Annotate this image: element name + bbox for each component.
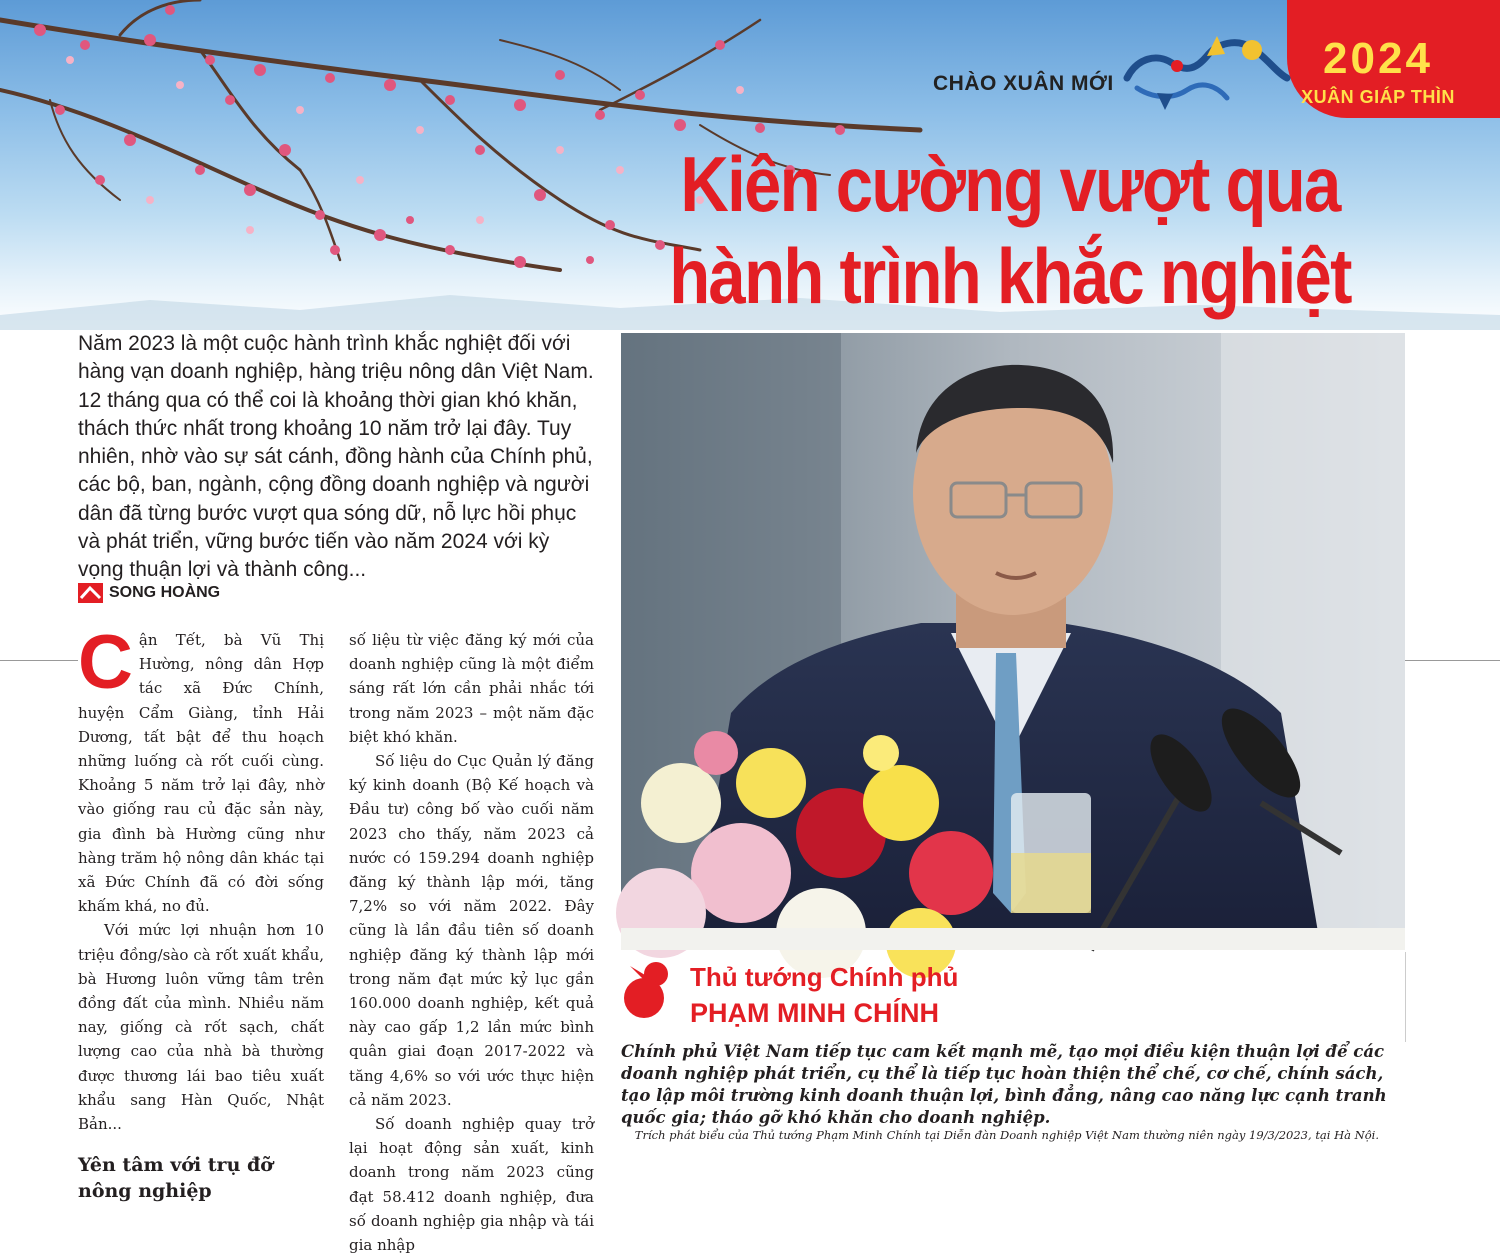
byline-logo-icon xyxy=(78,583,103,603)
fold-line xyxy=(1405,660,1500,661)
prime-minister-photo xyxy=(621,333,1405,950)
quote-text: Chính phủ Việt Nam tiếp tục cam kết mạnh mẽ, tạo mọi điều kiện thuận lợi để các doanh nghiệp phát triển, cụ thể là tiếp tục hoàn thiện thể chế, cơ chế, chính sách, tạo lập môi trường kinh doanh thuận lợi, bình đẳng, nâng cao năng lực cạnh tranh quốc gia; tháo gỡ khó khăn cho doanh nghiệp. xyxy=(621,1042,1387,1127)
fold-line xyxy=(0,660,78,661)
lead-paragraph: Năm 2023 là một cuộc hành trình khắc nghiệt đối với hàng vạn doanh nghiệp, hàng triệu nông dân Việt Nam. 12 tháng qua có thể coi là khoảng thời gian khó khăn, thách thức nhất trong khoảng 10 năm trở lại đây. Tuy nhiên, nhờ vào sự sát cánh, đồng hành của Chính phủ, các bộ, ban, ngành, cộng đồng doanh nghiệp và người dân đã từng bước vượt qua sóng dữ, nỗ lực hồi phục và phát triển, vững bước tiến vào năm 2024 với kỳ vọng thuận lợi và thành công... xyxy=(78,332,594,582)
body-paragraph: Với mức lợi nhuận hơn 10 triệu đồng/sào cà rốt xuất khẩu, bà Hương luôn vững tâm trên đồng đất của mình. Nhiều năm nay, giống cà rốt sạch, chất lượng cao của nhà bà thường được thương lái bao tiêu xuất khẩu sang Hàn Quốc, Nhật Bản... xyxy=(78,921,324,1134)
body-paragraph: Cận Tết, bà Vũ Thị Hường, nông dân Hợp tác xã Đức Chính, huyện Cẩm Giàng, tỉnh Hải Dương, tất bật để thu hoạch những luống cà rốt cuối cùng. Khoảng 5 năm trở lại đây, nhờ vào giống rau củ đặc sản này, gia đình bà Hường cũng như hàng trăm hộ nông dân khác tại xã Đức Chính đã có đời sống khấm khá, no đủ. xyxy=(78,620,324,916)
quote-speaker-title: Thủ tướng Chính phủ xyxy=(690,962,959,992)
body-paragraph: Số liệu do Cục Quản lý đăng ký kinh doanh (Bộ Kế hoạch và Đầu tư) công bố vào cuối năm 2023 cho thấy, năm 2023 cả nước có 159.294 doanh nghiệp đăng ký thành lập mới, tăng 7,2% so với năm 2022. Đây cũng là lần đầu tiên số doanh nghiệp đăng ký thành lập mới trong năm đạt mức kỷ lục gần 160.000 doanh nghiệp, kết quả này cao gấp 1,2 lần mức bình quân giai đoạn 2017-2022 và tăng 4,6% so với ước thực hiện cả năm 2023. xyxy=(349,752,594,1109)
quote-mark-icon xyxy=(620,960,676,1020)
drop-cap: C xyxy=(78,620,133,705)
body-column-1 xyxy=(78,620,324,1204)
quote-source: Trích phát biểu của Thủ tướng Phạm Minh Chính tại Diễn đàn Doanh nghiệp Việt Nam thường niên ngày 19/3/2023, tại Hà Nội. xyxy=(634,1128,1379,1142)
body-paragraph: số liệu từ việc đăng ký mới của doanh nghiệp cũng là một điểm sáng rất lớn cần phải nhắc tới trong năm 2023 – một năm đặc biệt khó khăn. xyxy=(349,631,594,746)
section-subhead: Yên tâm với trụ đỡ nông nghiệp xyxy=(78,1154,273,1203)
section-kicker: CHÀO XUÂN MỚI xyxy=(933,72,1114,95)
dragon-icon xyxy=(1117,28,1297,118)
badge-subtitle: XUÂN GIÁP THÌN xyxy=(1301,87,1455,107)
author-name: SONG HOÀNG xyxy=(109,584,221,601)
body-paragraph: Số doanh nghiệp quay trở lại hoạt động sản xuất, kinh doanh trong năm 2023 cũng đạt 58.412 doanh nghiệp, đưa số doanh nghiệp gia nhập và tái gia nhập xyxy=(349,1115,594,1255)
header-banner xyxy=(0,0,1500,330)
body-column-2 xyxy=(349,628,594,1257)
byline xyxy=(78,583,220,603)
article-headline: Kiên cường vượt qua hành trình khắc nghiệt xyxy=(669,140,1351,320)
badge-year: 2024 xyxy=(1323,34,1433,83)
quote-speaker-name: PHẠM MINH CHÍNH xyxy=(690,998,939,1028)
